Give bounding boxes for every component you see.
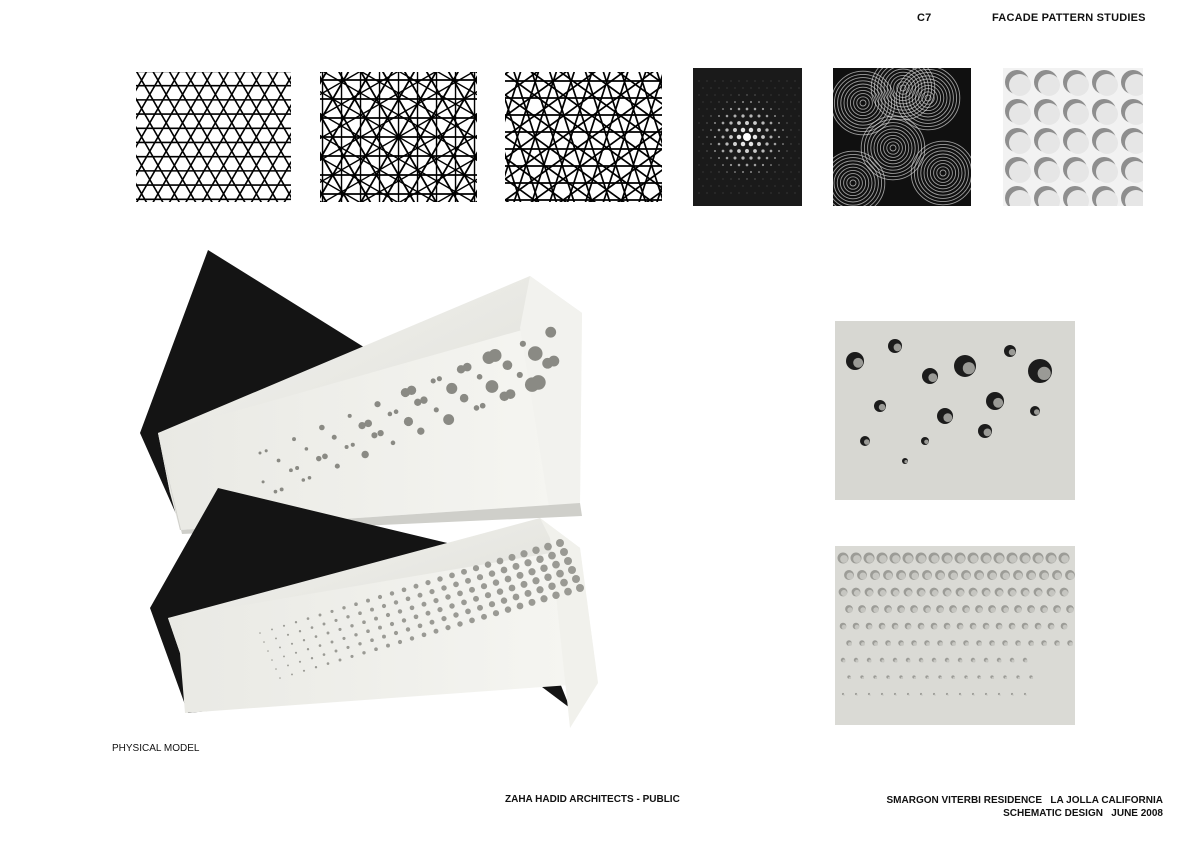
facade-detail-photo-lower bbox=[835, 546, 1075, 725]
sheet-title: FACADE PATTERN STUDIES bbox=[992, 12, 1146, 24]
facade-detail-photo-upper bbox=[835, 321, 1075, 500]
footer-phase-line: SCHEMATIC DESIGN JUNE 2008 bbox=[1003, 808, 1163, 819]
footer-project-line: SMARGON VITERBI RESIDENCE LA JOLLA CALIFORNIA bbox=[886, 795, 1163, 806]
pattern-star-lattice bbox=[320, 68, 477, 206]
physical-model-photo bbox=[110, 238, 630, 728]
pattern-radial-lattice bbox=[505, 68, 662, 206]
pattern-concentric-rings bbox=[833, 68, 971, 206]
model-caption: PHYSICAL MODEL bbox=[112, 743, 200, 754]
sheet-number: C7 bbox=[917, 12, 932, 24]
footer-project-info bbox=[887, 794, 1164, 820]
pattern-diffraction-dots bbox=[693, 68, 802, 206]
pattern-perforated-relief bbox=[1003, 68, 1143, 206]
footer-firm: ZAHA HADID ARCHITECTS - PUBLIC bbox=[505, 794, 680, 805]
pattern-triangular-grid bbox=[136, 68, 291, 206]
